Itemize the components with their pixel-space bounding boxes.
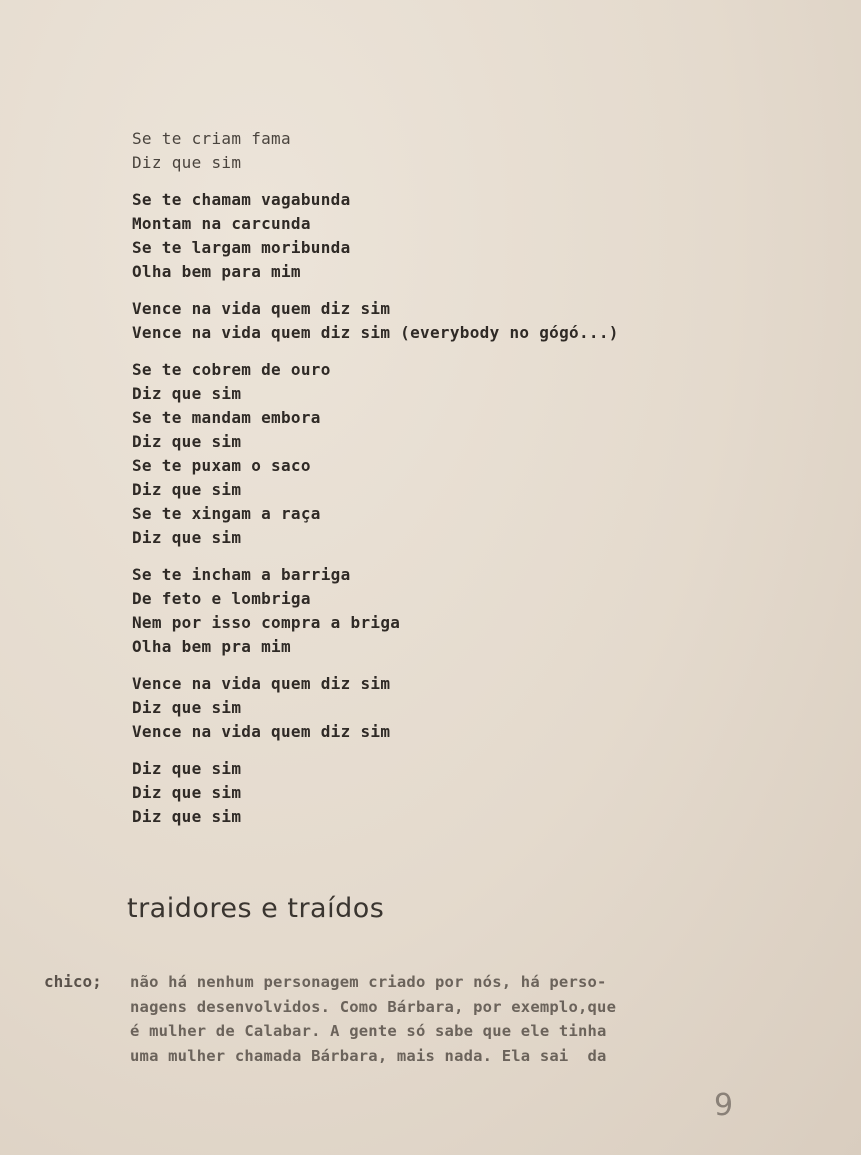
stanza-2: [132, 188, 752, 284]
lyric-line: Se te mandam embora: [132, 408, 321, 427]
lyric-line: Vence na vida quem diz sim: [132, 299, 391, 318]
lyric-line: Vence na vida quem diz sim (everybody no gógó...): [132, 323, 619, 342]
lyric-line: Vence na vida quem diz sim: [132, 722, 391, 741]
lyric-line: Diz que sim: [132, 783, 242, 802]
lyric-line: Se te puxam o saco: [132, 456, 311, 475]
lyric-line: De feto e lombriga: [132, 589, 311, 608]
lyric-line: Se te xingam a raça: [132, 504, 321, 523]
dialogue-line: não há nenhum personagem criado por nós, há perso-: [130, 973, 607, 991]
lyric-line: Diz que sim: [132, 153, 242, 172]
lyric-line: Diz que sim: [132, 698, 242, 717]
lyric-line: Diz que sim: [132, 480, 242, 499]
page-number: 9: [714, 1088, 734, 1123]
lyric-line: Diz que sim: [132, 807, 242, 826]
section-heading: traidores e traídos: [127, 893, 385, 924]
lyric-line: Se te largam moribunda: [132, 238, 351, 257]
lyric-line: Vence na vida quem diz sim: [132, 674, 391, 693]
stanza-3: [132, 297, 752, 345]
lyric-line: Se te incham a barriga: [132, 565, 351, 584]
dialogue-line: nagens desenvolvidos. Como Bárbara, por exemplo,que: [130, 997, 617, 1016]
lyric-line: Olha bem para mim: [132, 262, 301, 281]
stanza-7: [132, 757, 752, 829]
lyric-line: Diz que sim: [132, 528, 242, 547]
stanza-4: [132, 358, 752, 550]
lyric-line: Se te chamam vagabunda: [132, 190, 351, 209]
lyric-line: Olha bem pra mim: [132, 637, 291, 656]
dialogue-line: uma mulher chamada Bárbara, mais nada. Ela sai da: [130, 1046, 607, 1065]
lyric-line: Diz que sim: [132, 432, 242, 451]
stanza-5: [132, 563, 752, 659]
lyric-line: Nem por isso compra a briga: [132, 613, 401, 632]
speaker-label: chico;: [44, 972, 102, 991]
dialogue-text: [130, 970, 790, 1068]
stanza-6: [132, 672, 752, 744]
lyric-line: Se te cobrem de ouro: [132, 360, 331, 379]
lyric-line: Diz que sim: [132, 759, 242, 778]
lyric-line: Diz que sim: [132, 384, 242, 403]
lyric-line: Se te criam fama: [132, 129, 291, 148]
song-lyrics: [132, 127, 752, 842]
lyric-line: Montam na carcunda: [132, 214, 311, 233]
dialogue-line: é mulher de Calabar. A gente só sabe que ele tinha: [130, 1022, 607, 1040]
stanza-1: [132, 127, 752, 175]
